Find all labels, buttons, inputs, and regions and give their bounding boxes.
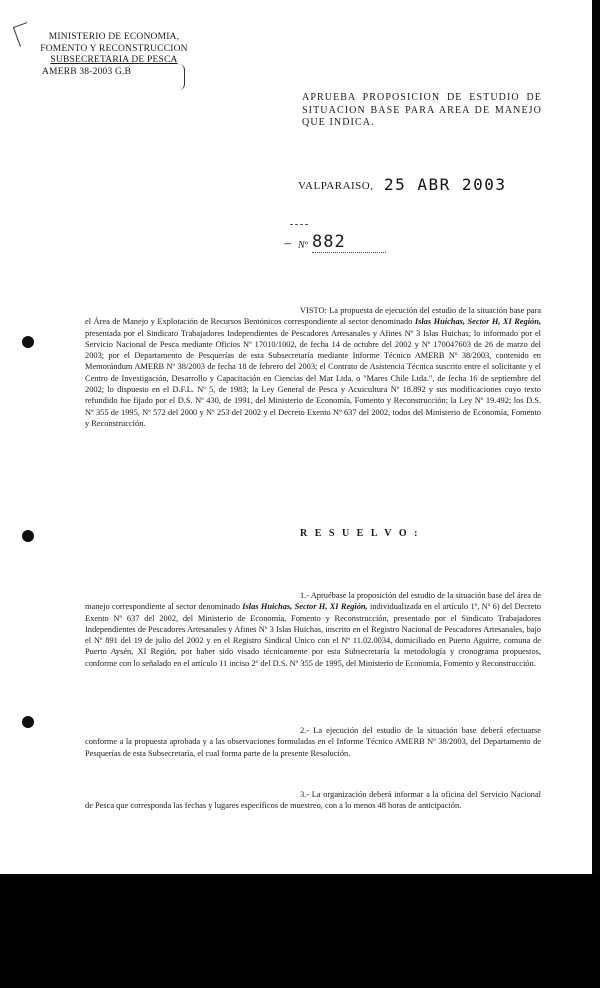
ministry-name-2: FOMENTO Y RECONSTRUCCION <box>40 43 188 54</box>
number-label: Nº <box>298 240 308 251</box>
visto-lead: VISTO: <box>300 306 327 315</box>
ministry-name: MINISTERIO DE ECONOMIA, <box>48 32 180 42</box>
resolution-item-2: 2.- La ejecución del estudio de la situación base deberá efectuarse conforme a la propuesta aprobada y a las observaciones formuladas en el Informe Técnico AMERB Nº 38/2003, del Departamento de Pesquerías de esta Subsecretaría, el cual forma parte de la presente Resolución. <box>85 726 541 758</box>
sector-name: Islas Huichas, Sector H, XI Región, <box>414 317 541 327</box>
resolution-item-1: 1.- Apruébase la proposición del estudio de la situación base del área de manejo correspondiente al sector denominado Islas Huichas, Sector H, XI Región, individualizada en el artículo 1º, Nº 6) del Decreto Exento Nº 637 del 2002, del Ministerio de Economía, Fomento y Reconstrucción, presentado por el Sindicato Trabajadores Independientes de Pescadores Artesanales y Afines Nº 3 Islas Huichas, inscrito en el Registro Nacional de Pescadores Artesanales, bajo el Nº 891 del 19 de julio del 2002 y en el Registro Sindical Unico con el Nº 11.02.0034, domiciliado en Puerto Aguirre, comuna de Puerto Aysén, XI Región, por haber sido visado técnicamente por esta Subsecretaría la metodología y cronograma propuestos, conforme con lo señalado en el artículo 11 inciso 2º del D.S. Nº 355 de 1995, del Ministerio de Economía, Fomento y Reconstrucción. <box>85 591 541 668</box>
resolution-number: 882 <box>312 232 386 253</box>
reference-code: AMERB 38-2003 G.B <box>42 66 132 77</box>
dash-marks <box>290 224 308 227</box>
resolution-item-3: 3.- La organización deberá informar a la oficina del Servicio Nacional de Pesca que corresponda las fechas y lugares específicos de muestreo, con a lo menos 48 horas de anticipación. <box>85 790 541 811</box>
corner-mark <box>13 22 34 47</box>
resolution-subject: APRUEBA PROPOSICION DE ESTUDIO DE SITUACION BASE PARA AREA DE MANEJO QUE INDICA. <box>302 92 542 128</box>
punch-hole-icon <box>22 716 34 728</box>
punch-hole-icon <box>22 336 34 348</box>
scan-bottom-margin <box>0 874 600 988</box>
number-dash: – <box>284 236 291 251</box>
date-stamp: 25 ABR 2003 <box>384 175 507 194</box>
visto-paragraph: VISTO: La propuesta de ejecución del estudio de la situación base para el Área de Manejo y Explotación de Recursos Bentónicos correspondiente al sector denominado Islas Huichas, Sector H, XI Región, presentada por el Sindicato Trabajadores Independientes de Pescadores Artesanales y Afines Nº 3 Islas Huichas; lo informado por el Servicio Nacional de Pesca mediante Oficios Nº 17010/1002, de fecha 14 de octubre del 2002 y Nº 170047603 de 26 de marzo del 2003; por el Departamento de Pesquerías de esta Subsecretaría mediante Informe Técnico AMERB Nº 38/2003, contenido en Memorándum AMERB Nº 38/2003 de fecha 18 de febrero del 2003; el Contrato de Asistencia Técnica suscrito entre el solicitante y el Centro de Investigación, Desarrollo y Capacitación en Ciencias del Mar Ltda. o "Mares Chile Ltda.", de fecha 16 de septiembre del 2002; lo dispuesto en el D.F.L. Nº 5, de 1983; la Ley General de Pesca y Acuicultura Nº 18.892 y sus modificaciones cuyo texto refundido fue fijado por el D.S. Nº 430, de 1991, del Ministerio de Economía, Fomento y Reconstrucción; la Ley Nº 19.492; los D.S. Nº 355 de 1995, Nº 572 del 2000 y Nº 253 del 2002 y el Decreto Exento Nº 637 del 2002, todos del Ministerio de Economía, Fomento y Reconstrucción. <box>85 306 541 428</box>
sector-name: Islas Huichas, Sector H, XI Región, <box>242 602 368 612</box>
place-label: VALPARAISO, <box>298 180 374 192</box>
resuelvo-heading: R E S U E L V O : <box>300 528 420 539</box>
scan-right-edge <box>592 0 600 988</box>
letterhead <box>34 32 194 78</box>
punch-hole-icon <box>22 530 34 542</box>
subsecretaria-name: SUBSECRETARIA DE PESCA <box>50 55 178 65</box>
